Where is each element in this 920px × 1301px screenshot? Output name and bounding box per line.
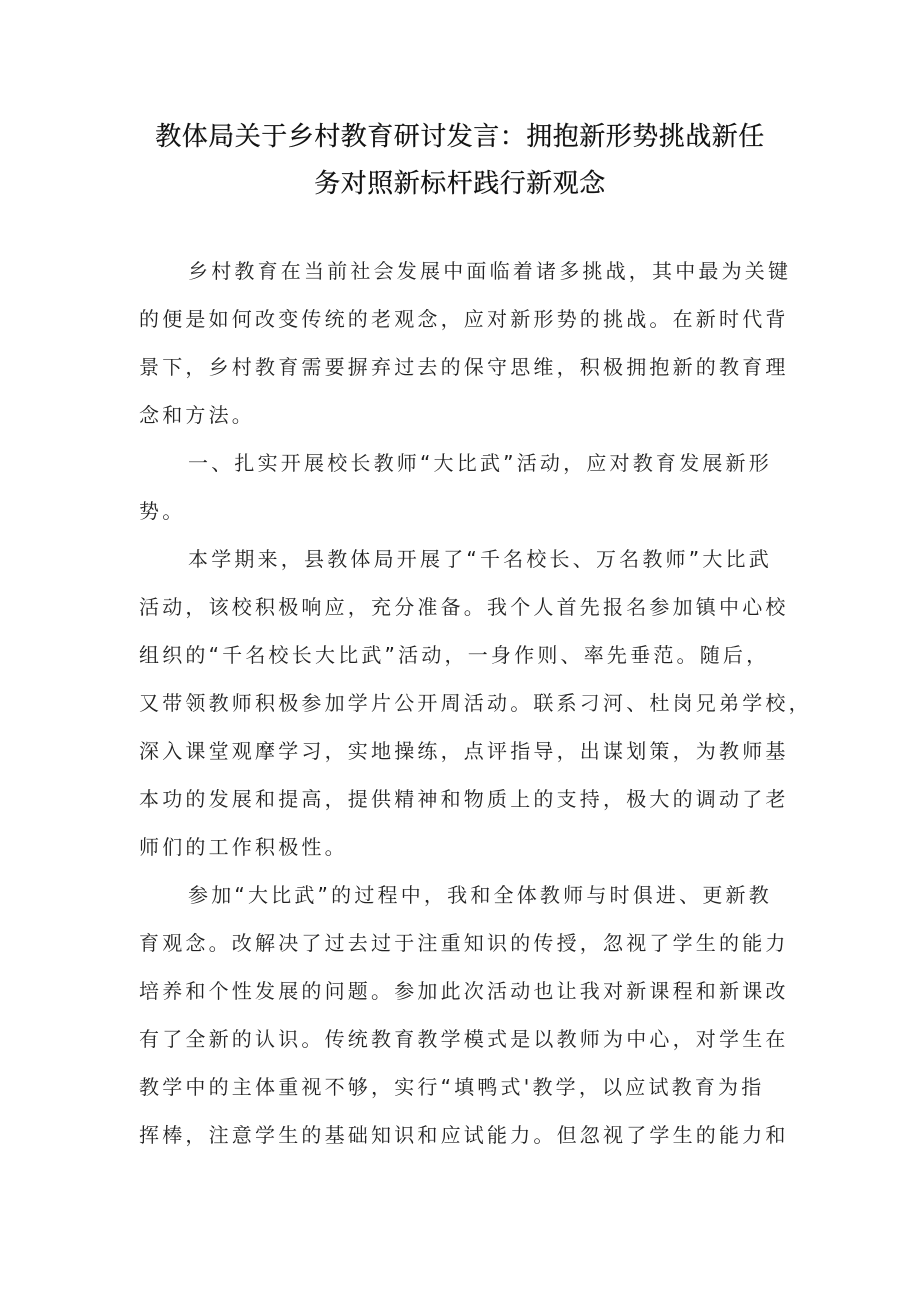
text-line: 又带领教师积极参加学片公开周活动。联系刁河、杜岗兄弟学校， — [139, 691, 812, 715]
text-line: 势。 — [139, 499, 186, 523]
title-line-1: 教体局关于乡村教育研讨发言：拥抱新形势挑战新任 — [155, 122, 765, 152]
text-line: 参加“大比武”的过程中，我和全体教师与时俱进、更新教 — [188, 883, 772, 907]
text-line: 有了全新的认识。传统教育教学模式是以教师为中心，对学生在 — [139, 1027, 789, 1051]
document-title — [150, 114, 770, 208]
text-line: 育观念。改解决了过去过于注重知识的传授，忽视了学生的能力 — [139, 931, 789, 955]
text-line: 本学期来，县教体局开展了“千名校长、万名教师”大比武 — [188, 547, 772, 571]
text-line: 念和方法。 — [139, 403, 255, 427]
text-line: 师们的工作积极性。 — [139, 835, 348, 859]
text-line: 活动，该校积极响应，充分准备。我个人首先报名参加镇中心校 — [139, 595, 789, 619]
paragraph-intro — [139, 247, 792, 439]
text-line: 组织的“千名校长大比武”活动，一身作则、率先垂范。随后， — [139, 643, 770, 667]
text-line: 培养和个性发展的问题。参加此次活动也让我对新课程和新课改 — [139, 979, 789, 1003]
text-line: 深入课堂观摩学习，实地操练，点评指导，出谋划策，为教师基 — [139, 739, 789, 763]
text-line: 景下，乡村教育需要摒弃过去的保守思维，积极拥抱新的教育理 — [139, 355, 789, 379]
paragraph-activity — [139, 535, 812, 871]
title-line-2: 务对照新标杆践行新观念 — [314, 169, 606, 199]
document-body — [139, 247, 812, 1159]
text-line: 教学中的主体重视不够，实行“填鸭式'教学，以应试教育为指 — [139, 1075, 765, 1099]
section-heading-1 — [139, 439, 789, 535]
text-line: 挥棒，注意学生的基础知识和应试能力。但忽视了学生的能力和 — [139, 1123, 789, 1147]
text-line: 的便是如何改变传统的老观念，应对新形势的挑战。在新时代背 — [139, 307, 789, 331]
text-line: 乡村教育在当前社会发展中面临着诸多挑战，其中最为关键 — [188, 259, 792, 283]
paragraph-reflection — [139, 871, 789, 1159]
text-line: 一、扎实开展校长教师“大比武”活动，应对教育发展新形 — [188, 451, 772, 475]
text-line: 本功的发展和提高，提供精神和物质上的支持，极大的调动了老 — [139, 787, 789, 811]
